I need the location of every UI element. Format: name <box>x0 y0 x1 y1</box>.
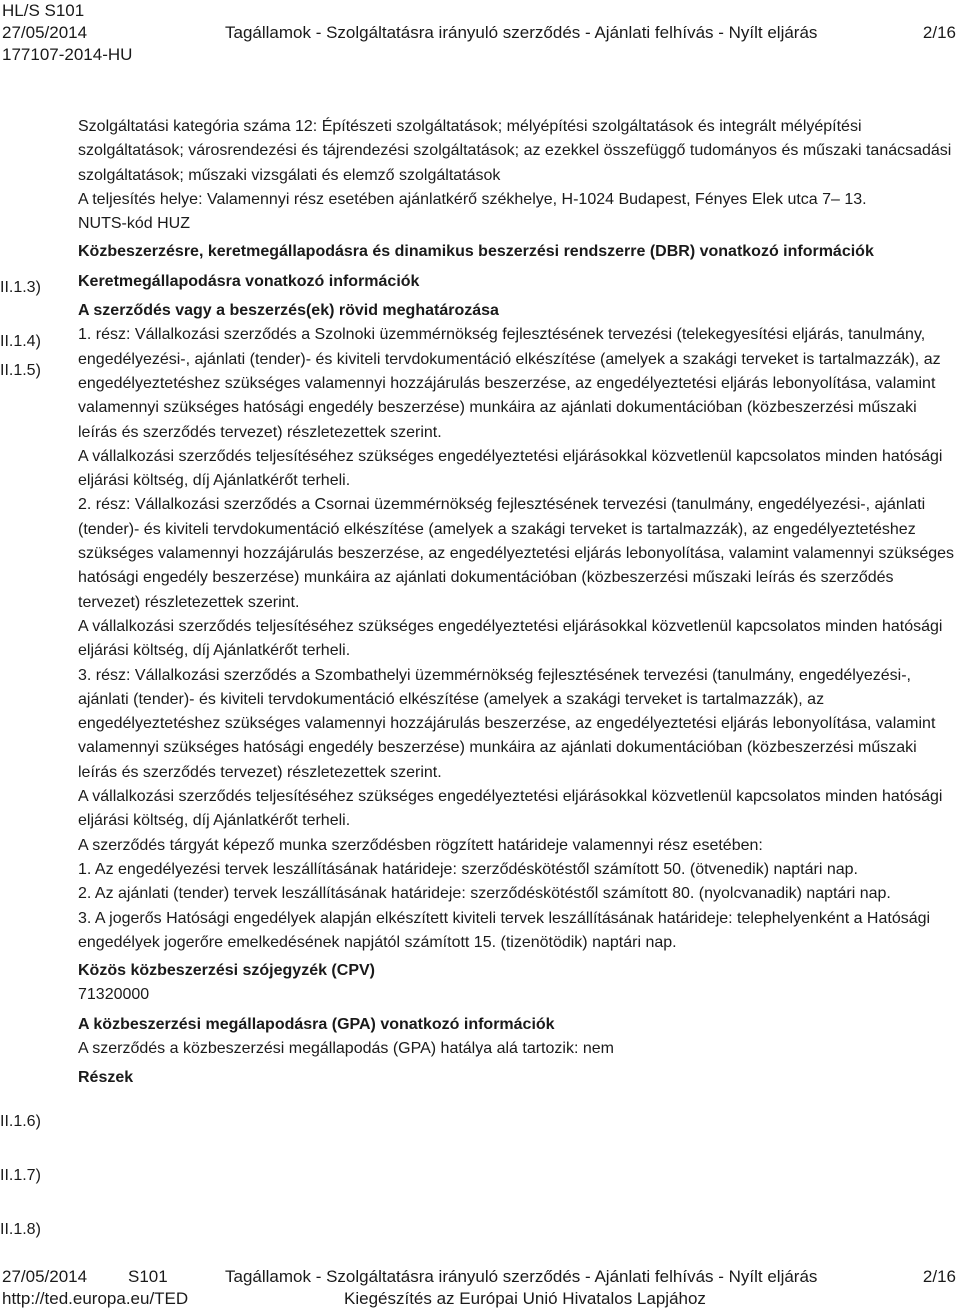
place-of-performance: A teljesítés helye: Valamennyi rész esetében ajánlatkérő székhelye, H-1024 Budapest, Fényes Elek utca 7– 13. <box>78 190 867 208</box>
page-footer <box>2 1266 956 1310</box>
header-title: Tagállamok - Szolgáltatásra irányuló szerződés - Ajánlati felhívás - Nyílt eljárás <box>225 23 818 42</box>
deadline-3: 3. A jogerős Hatósági engedélyek alapján elkészített kiviteli tervek leszállításának határideje: telephelyenként a Hatósági engedélyek jogerőre emelkedésének napjától számított 15. (tizenötödik) naptári nap. <box>78 909 931 951</box>
footer-page-number: 2/16 <box>922 1267 956 1286</box>
deadline-1: 1. Az engedélyezési tervek leszállításának határideje: szerződéskötéstől számított 50. (ötvenedik) naptári nap. <box>78 860 858 878</box>
footer-title: Tagállamok - Szolgáltatásra irányuló szerződés - Ajánlati felhívás - Nyílt eljárás <box>225 1267 818 1286</box>
section-number-114: II.1.4) <box>0 333 41 350</box>
section-number-116: II.1.6) <box>0 1113 41 1130</box>
section-number-117: II.1.7) <box>0 1167 41 1184</box>
lot-2-costs: A vállalkozási szerződés teljesítéséhez szükséges engedélyeztetési eljárásokkal közvetlenül kapcsolatos minden hatósági eljárási költség, díj Ajánlatkérőt terheli. <box>78 617 943 660</box>
section-number-113: II.1.3) <box>0 279 41 296</box>
cpv-code: 71320000 <box>78 986 150 1004</box>
heading-lots: Részek <box>78 1069 134 1087</box>
gpa-statement: A szerződés a közbeszerzési megállapodás (GPA) hatálya alá tartozik: nem <box>78 1039 614 1057</box>
section-number-115: II.1.5) <box>0 362 41 379</box>
heading-cpv: Közös közbeszerzési szójegyzék (CPV) <box>78 962 375 980</box>
deadlines-intro: A szerződés tárgyát képező munka szerződésben rögzített határideje valamennyi rész esetében: <box>78 836 763 854</box>
footer-series: S101 <box>128 1267 168 1286</box>
heading-gpa: A közbeszerzési megállapodásra (GPA) vonatkozó információk <box>78 1015 555 1033</box>
header-date: 27/05/2014 <box>2 23 88 42</box>
lot-3-costs: A vállalkozási szerződés teljesítéséhez szükséges engedélyeztetési eljárásokkal közvetlenül kapcsolatos minden hatósági eljárási költség, díj Ajánlatkérőt terheli. <box>78 788 943 830</box>
header-notice-number: 177107-2014-HU <box>2 45 133 64</box>
heading-dbr-info: Közbeszerzésre, keretmegállapodásra és dinamikus beszerzési rendszerre (DBR) vonatkozó információk <box>78 243 874 261</box>
lot-3-description: 3. rész: Vállalkozási szerződés a Szombathelyi üzemmérnökség fejlesztésének tervezési (tanulmány, engedélyezési-, ajánlati (tender)- és kiviteli tervdokumentáció elkészítése (amelyek a szakági terveket is tartalmazzák), az engedélyeztetéshez szükséges valamennyi hozzájárulás beszerzése, az engedélyeztetési eljárás lebonyolítása, valamint valamennyi szükséges hatósági engedély beszerzése) munkáira az ajánlati dokumentációban (közbeszerzési műszaki leírás és szerződés tervezet) részletezettek szerint. <box>78 666 936 781</box>
nuts-code: NUTS-kód HUZ <box>78 215 191 233</box>
heading-framework-info: Keretmegállapodásra vonatkozó információk <box>78 272 420 290</box>
lot-2-description: 2. rész: Vállalkozási szerződés a Csornai üzemmérnökség fejlesztésének tervezési (tanulmány, engedélyezési-, ajánlati (tender)- és kiviteli tervdokumentáció elkészítése (amelyek a szakági terveket is tartalmazzák), az engedélyeztetéshez szükséges valamennyi hozzájárulás beszerzése, az engedélyeztetési eljárás lebonyolítása, valamint valamennyi szükséges hatósági engedély beszerzése) munkáira az ajánlati dokumentációban (közbeszerzési műszaki leírás és szerződés tervezet) részletezettek szerint. <box>78 496 955 611</box>
document-body <box>78 115 958 1091</box>
footer-url[interactable]: http://ted.europa.eu/TED <box>2 1289 189 1308</box>
header-doc-id: HL/S S101 <box>2 1 85 20</box>
lot-1-costs: A vállalkozási szerződés teljesítéséhez szükséges engedélyeztetési eljárásokkal közvetlenül kapcsolatos minden hatósági eljárási költség, díj Ajánlatkérőt terheli. <box>78 447 943 490</box>
heading-short-description: A szerződés vagy a beszerzés(ek) rövid meghatározása <box>78 302 499 320</box>
footer-publication: Kiegészítés az Európai Unió Hivatalos Lapjához <box>344 1289 706 1308</box>
footer-date: 27/05/2014 <box>2 1267 88 1286</box>
lot-1-description: 1. rész: Vállalkozási szerződés a Szolnoki üzemmérnökség fejlesztésének tervezési (telekegyesítési eljárás, tanulmány, engedélyezési-, ajánlati (tender)- és kiviteli tervdokumentáció elkészítése (amelyek a szakági terveket is tartalmazzák), az engedélyeztetéshez szükséges valamennyi hozzájárulás beszerzése, az engedélyeztetési eljárás lebonyolítása, valamint valamennyi szükséges hatósági engedély beszerzése) munkáira az ajánlati dokumentációban (közbeszerzési műszaki leírás és szerződés tervezet) részletezettek szerint. <box>78 326 941 441</box>
header-page-number: 2/16 <box>922 23 956 42</box>
section-number-118: II.1.8) <box>0 1221 41 1238</box>
page-header <box>2 0 956 66</box>
service-category: Szolgáltatási kategória száma 12: Építészeti szolgáltatások; mélyépítési szolgáltatások és integrált mélyépítési szolgáltatások; városrendezési és tájrendezési szolgáltatások; az ezekkel összefüggő tudományos és műszaki tanácsadási szolgáltatások; műszaki vizsgálati és elemző szolgáltatások <box>78 118 952 184</box>
deadline-2: 2. Az ajánlati (tender) tervek leszállításának határideje: szerződéskötéstől számított 80. (nyolcvanadik) naptári nap. <box>78 885 891 903</box>
